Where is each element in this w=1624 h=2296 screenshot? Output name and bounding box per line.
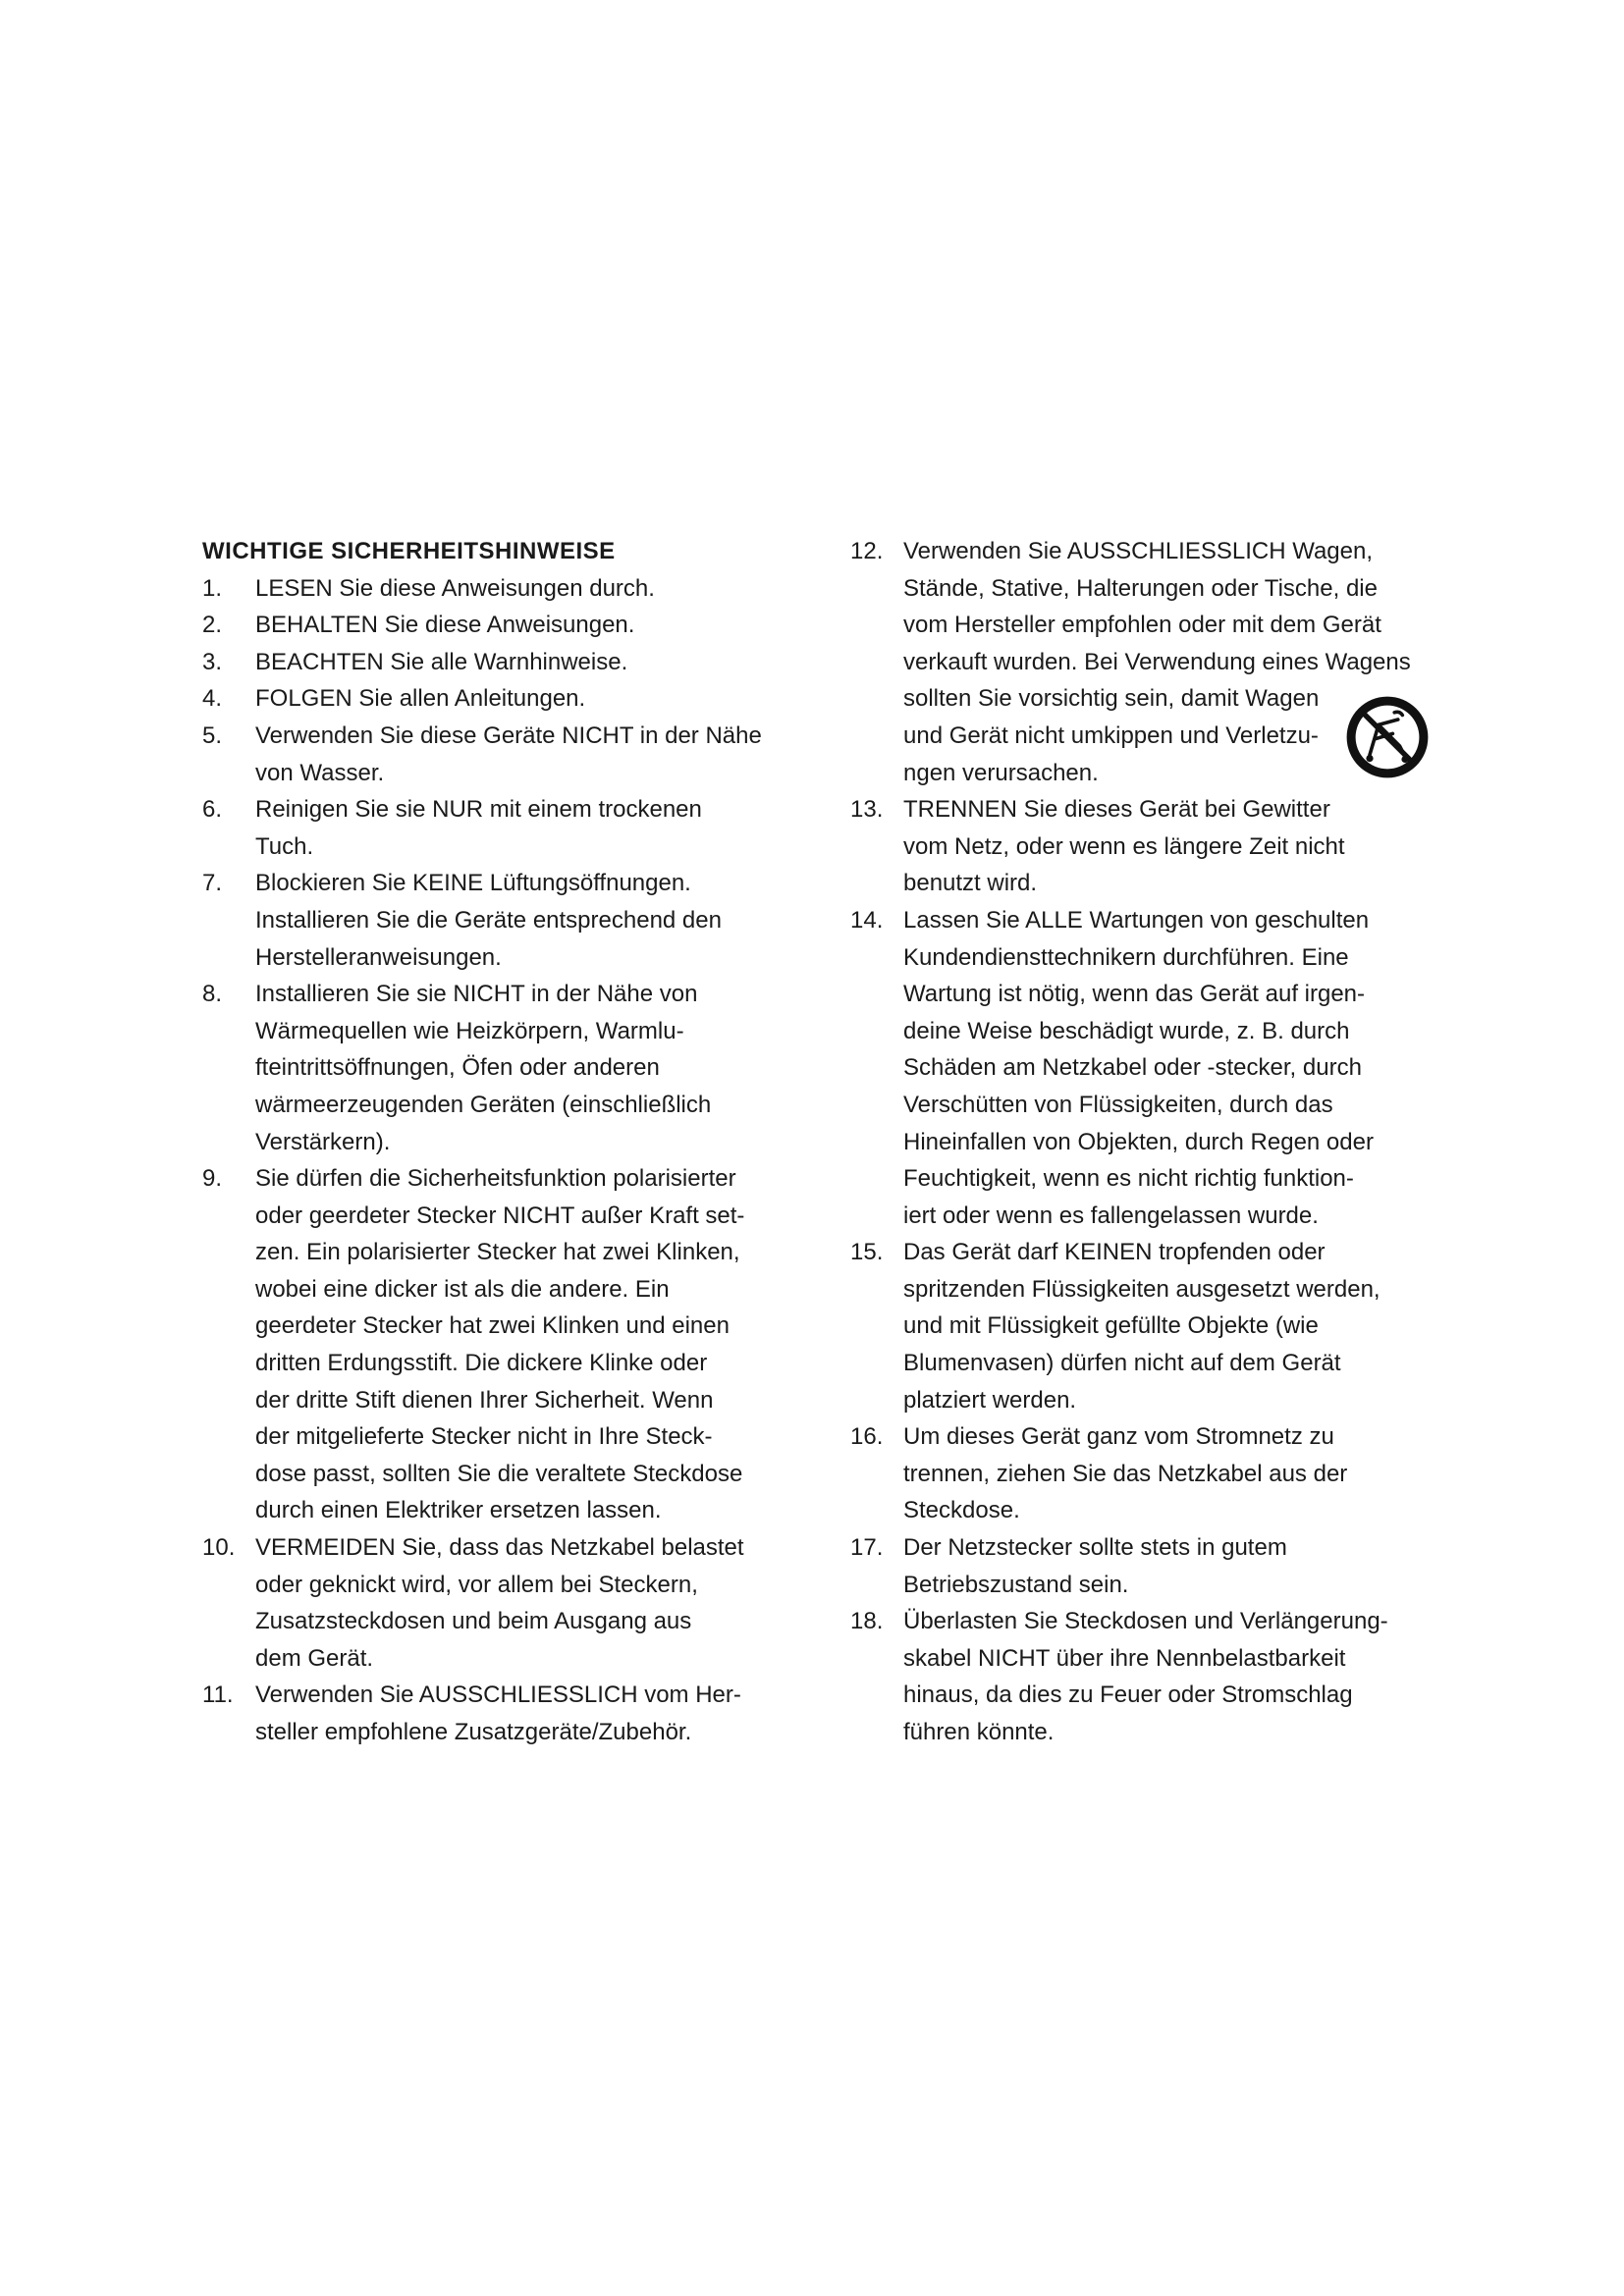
item-text: Verwenden Sie AUSSCHLIESSLICH Wagen, Stände, Stative, Halterungen oder Tische, die vom Hersteller empfohlen oder mit dem Gerät verkauft wurden. Bei Verwendung eines Wagens sollten Sie vorsichtig sein, damit Wagen und Gerät nicht umkippen und Verletzu- ngen verursachen. (903, 538, 1411, 786)
safety-item (202, 607, 791, 644)
item-number: 18. (850, 1608, 884, 1635)
item-number: 16. (850, 1423, 884, 1451)
item-text: VERMEIDEN Sie, dass das Netzkabel belastet oder geknickt wird, vor allem bei Steckern, Zusatzsteckdosen und beim Ausgang aus dem Gerät. (255, 1534, 744, 1672)
safety-item (850, 1234, 1439, 1418)
item-text: Verwenden Sie AUSSCHLIESSLICH vom Her- steller empfohlene Zusatzgeräte/Zubehör. (255, 1682, 741, 1745)
item-text: LESEN Sie diese Anweisungen durch. (255, 574, 655, 602)
item-text: Sie dürfen die Sicherheitsfunktion polarisierter oder geerdeter Stecker NICHT außer Kraft set- zen. Ein polarisierter Stecker hat zwei Klinken, wobei eine dicker ist als die andere. Ein geerdeter Stecker hat zwei Klinken und einen dritten Erdungsstift. Die dickere Klinke oder der dritte Stift dienen Ihrer Sicherheit. Wenn der mitgelieferte Stecker nicht in Ihre Steck- dose passt, sollten Sie die veraltete Steckdose durch einen Elektriker ersetzen lassen. (255, 1165, 745, 1524)
item-text: Lassen Sie ALLE Wartungen von geschulten Kundendiensttechnikern durchführen. Eine Wartung ist nötig, wenn das Gerät auf irgen- deine Weise beschädigt wurde, z. B. durch Schäden am Netzkabel oder -stecker, durch Verschütten von Flüssigkeiten, durch das Hineinfallen von Objekten, durch Regen oder Feuchtigkeit, wenn es nicht richtig funktion- iert oder wenn es fallengelassen wurde. (903, 906, 1374, 1229)
item-text: BEACHTEN Sie alle Warnhinweise. (255, 648, 628, 675)
item-number: 10. (202, 1534, 236, 1562)
cart-tip-over-warning-icon (1343, 693, 1432, 781)
item-text: TRENNEN Sie dieses Gerät bei Gewitter vom Netz, oder wenn es längere Zeit nicht benutzt wird. (903, 796, 1345, 897)
item-number: 5. (202, 721, 223, 749)
item-number: 6. (202, 796, 223, 824)
item-number: 14. (850, 906, 884, 934)
safety-item (202, 976, 791, 1160)
item-text: BEHALTEN Sie diese Anweisungen. (255, 612, 635, 639)
item-text: Verwenden Sie diese Geräte NICHT in der Nähe von Wasser. (255, 721, 762, 786)
item-text: Installieren Sie sie NICHT in der Nähe von Wärmequellen wie Heizkörpern, Warmlu- fteintrittsöffnungen, Öfen oder anderen wärmeerzeugenden Geräten (einschließlich Verstärkern). (255, 981, 712, 1155)
item-text: Der Netzstecker sollte stets in gutem Betriebszustand sein. (903, 1534, 1287, 1598)
item-text: Reinigen Sie sie NUR mit einem trockenen Tuch. (255, 796, 702, 860)
section-title: WICHTIGE SICHERHEITSHINWEISE (202, 538, 616, 564)
safety-list-left (202, 570, 791, 1751)
safety-item (850, 791, 1439, 902)
safety-item (202, 1160, 791, 1529)
item-number: 9. (202, 1165, 223, 1193)
safety-item (850, 902, 1439, 1234)
item-number: 1. (202, 574, 223, 602)
safety-item (202, 865, 791, 976)
item-text: Blockieren Sie KEINE Lüftungsöffnungen. Installieren Sie die Geräte entsprechend den Herstelleranweisungen. (255, 870, 722, 971)
item-number: 7. (202, 870, 223, 897)
safety-item (850, 1418, 1439, 1529)
item-text: Um dieses Gerät ganz vom Stromnetz zu trennen, ziehen Sie das Netzkabel aus der Steckdose. (903, 1423, 1348, 1524)
safety-item (850, 1529, 1439, 1603)
item-number: 11. (202, 1682, 234, 1709)
left-column (202, 533, 791, 1751)
safety-item (202, 791, 791, 865)
item-number: 3. (202, 648, 223, 675)
item-number: 13. (850, 796, 884, 824)
item-number: 12. (850, 538, 884, 564)
safety-item (202, 1677, 791, 1750)
safety-item (202, 718, 791, 791)
item-number: 4. (202, 685, 223, 713)
item-text: FOLGEN Sie allen Anleitungen. (255, 685, 586, 713)
item-number: 15. (850, 1239, 884, 1266)
safety-item (202, 570, 791, 608)
safety-item (202, 1529, 791, 1677)
item-text: Das Gerät darf KEINEN tropfenden oder spritzenden Flüssigkeiten ausgesetzt werden, und mit Flüssigkeit gefüllte Objekte (wie Blumenvasen) dürfen nicht auf dem Gerät platziert werden. (903, 1239, 1380, 1414)
safety-item (850, 1603, 1439, 1750)
item-number: 17. (850, 1534, 884, 1562)
item-number: 8. (202, 981, 223, 1008)
safety-item (202, 680, 791, 718)
item-number: 2. (202, 612, 223, 639)
safety-item (202, 644, 791, 681)
item-text: Überlasten Sie Steckdosen und Verlängerung- skabel NICHT über ihre Nennbelastbarkeit hinaus, da dies zu Feuer oder Stromschlag führen könnte. (903, 1608, 1388, 1745)
